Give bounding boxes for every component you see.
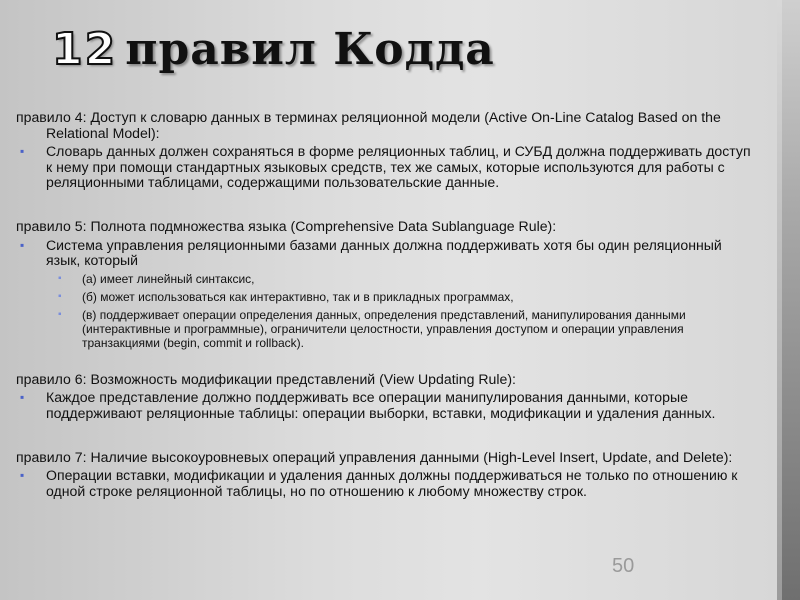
title-text: правил Кодда (125, 24, 495, 75)
rule-6 (16, 372, 751, 422)
rule-5 (16, 219, 751, 350)
rule-5-heading: правило 5: Полнота подмножества языка (Comprehensive Data Sublanguage Rule): (16, 217, 557, 234)
slide-content (16, 110, 751, 505)
rule-4 (16, 110, 751, 191)
rule-5-subitem-a: ▪ (а) имеет линейный синтаксис, (16, 272, 751, 286)
rule-5-bullet: ▪ Система управления реляционными базами данных должна поддерживать хотя бы один реляционный язык, который (16, 238, 751, 269)
edge-bar (782, 0, 800, 600)
rule-5-subitem-c: ▪ (в) поддерживает операции определения данных, определения представлений, манипулирования данными (интерактивные и программные), ограничители целостности, управления доступом и операции управления транзакциями (begin, commit и rollback). (16, 308, 751, 350)
rule-5-subitem-b: ▪ (б) может использоваться как интерактивно, так и в прикладных программах, (16, 290, 751, 304)
page-number: 50 (612, 555, 635, 577)
title-number: 12 (52, 24, 118, 75)
rule-6-heading: правило 6: Возможность модификации представлений (View Updating Rule): (16, 370, 516, 387)
rule-6-bullet: ▪ Каждое представление должно поддерживать все операции манипулирования данными, которые поддерживают реляционные таблицы: операции выборки, вставки, модификации и удаления данных. (16, 390, 751, 421)
spacer (16, 428, 751, 450)
rule-4-heading: правило 4: Доступ к словарю данных в терминах реляционной модели (Active On-Line Catalog Based on the Relational Model): (16, 109, 721, 141)
spacer (16, 356, 751, 372)
rule-7 (16, 450, 751, 500)
spacer (16, 197, 751, 219)
rule-7-bullet: ▪ Операции вставки, модификации и удаления данных должны поддерживаться не только по отношению к одной строке реляционной таблицы, но по отношению к любому множеству строк. (16, 468, 751, 499)
rule-4-bullet: ▪ Словарь данных должен сохраняться в форме реляционных таблиц, и СУБД должна поддерживать доступ к нему при помощи стандартных языковых средств, тех же самых, которые используются для работы с реляционными таблицами, содержащими пользовательские данные. (16, 144, 751, 191)
rule-7-heading: правило 7: Наличие высокоуровневых операций управления данными (High-Level Insert, Update, and Delete): (16, 448, 733, 465)
rule-5-subitems (16, 272, 751, 350)
slide-title (52, 24, 495, 75)
